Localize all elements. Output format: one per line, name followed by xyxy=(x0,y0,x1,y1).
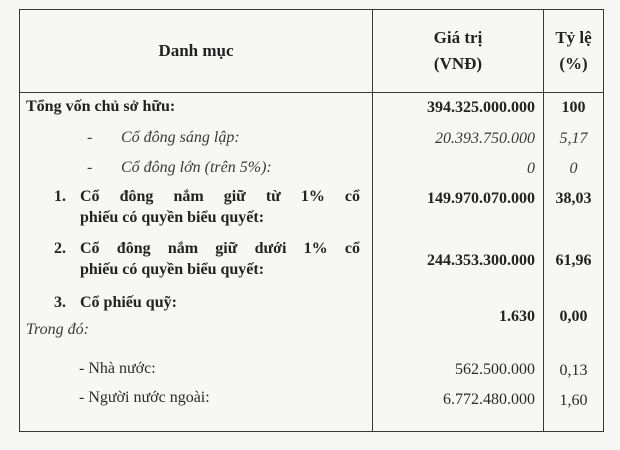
word: Cổ xyxy=(80,240,100,257)
word: từ xyxy=(265,188,281,205)
word: nắm xyxy=(173,188,204,205)
value-major: 0 xyxy=(527,160,535,177)
row-treasury-number: 3. xyxy=(54,294,66,311)
row-over1-line2: phiếu có quyền biểu quyết: xyxy=(80,209,265,226)
value-state: 562.500.000 xyxy=(455,361,535,378)
word: cổ xyxy=(344,188,360,205)
header-value xyxy=(373,10,544,93)
value-total: 394.325.000.000 xyxy=(427,99,535,116)
word: giữ xyxy=(223,188,246,205)
row-founders-label: Cổ đông sáng lập: xyxy=(121,129,240,146)
percent-total: 100 xyxy=(561,99,586,116)
percent-under1: 61,96 xyxy=(555,252,592,269)
row-under1-line2: phiếu có quyền biểu quyết: xyxy=(80,261,265,278)
percent-major: 0 xyxy=(569,160,578,177)
table-body-row xyxy=(20,93,604,432)
word: 1% xyxy=(303,240,328,257)
percent-founders: 5,17 xyxy=(559,130,588,147)
header-category xyxy=(20,10,373,93)
percent-state: 0,13 xyxy=(559,362,588,379)
value-treasury: 1.630 xyxy=(499,308,535,325)
row-major-dash: - xyxy=(87,159,93,176)
word: cổ xyxy=(344,240,360,257)
value-over1: 149.970.070.000 xyxy=(427,190,535,207)
row-founders-dash: - xyxy=(87,129,93,146)
row-foreign-label: - Người nước ngoài: xyxy=(79,389,210,406)
value-column xyxy=(373,93,544,432)
category-column xyxy=(20,93,373,432)
word: đông xyxy=(119,188,154,205)
header-value-line1: Giá trị xyxy=(433,28,483,47)
word: đông xyxy=(116,240,151,257)
word: giữ xyxy=(215,240,238,257)
row-major-label: Cổ đông lớn (trên 5%): xyxy=(121,159,272,176)
value-founders: 20.393.750.000 xyxy=(435,130,535,147)
header-percent xyxy=(544,10,604,93)
percent-column xyxy=(544,93,604,432)
row-of-which-label: Trong đó: xyxy=(26,321,89,338)
row-over1-number: 1. xyxy=(54,188,66,205)
word: nắm xyxy=(167,240,199,257)
row-under1-words xyxy=(80,240,360,258)
row-over1-words xyxy=(80,188,360,206)
shareholder-structure-table xyxy=(19,9,604,432)
header-percent-line2: (%) xyxy=(559,54,588,73)
word: dưới xyxy=(254,240,287,257)
table-header-row xyxy=(20,10,604,93)
percent-foreign: 1,60 xyxy=(559,392,588,409)
header-percent-line1: Tỷ lệ xyxy=(555,28,592,47)
word: Cổ xyxy=(80,188,100,205)
header-value-line2: (VNĐ) xyxy=(433,54,483,73)
header-category-label: Danh mục xyxy=(158,41,234,60)
value-under1: 244.353.300.000 xyxy=(427,252,535,269)
percent-treasury: 0,00 xyxy=(559,308,588,325)
row-state-label: - Nhà nước: xyxy=(79,360,156,377)
word: 1% xyxy=(300,188,325,205)
value-foreign: 6.772.480.000 xyxy=(443,391,535,408)
row-treasury-label: Cổ phiếu quỹ: xyxy=(80,294,177,311)
row-total-label: Tổng vốn chủ sở hữu: xyxy=(26,98,176,115)
percent-over1: 38,03 xyxy=(555,190,592,207)
row-under1-number: 2. xyxy=(54,240,66,257)
